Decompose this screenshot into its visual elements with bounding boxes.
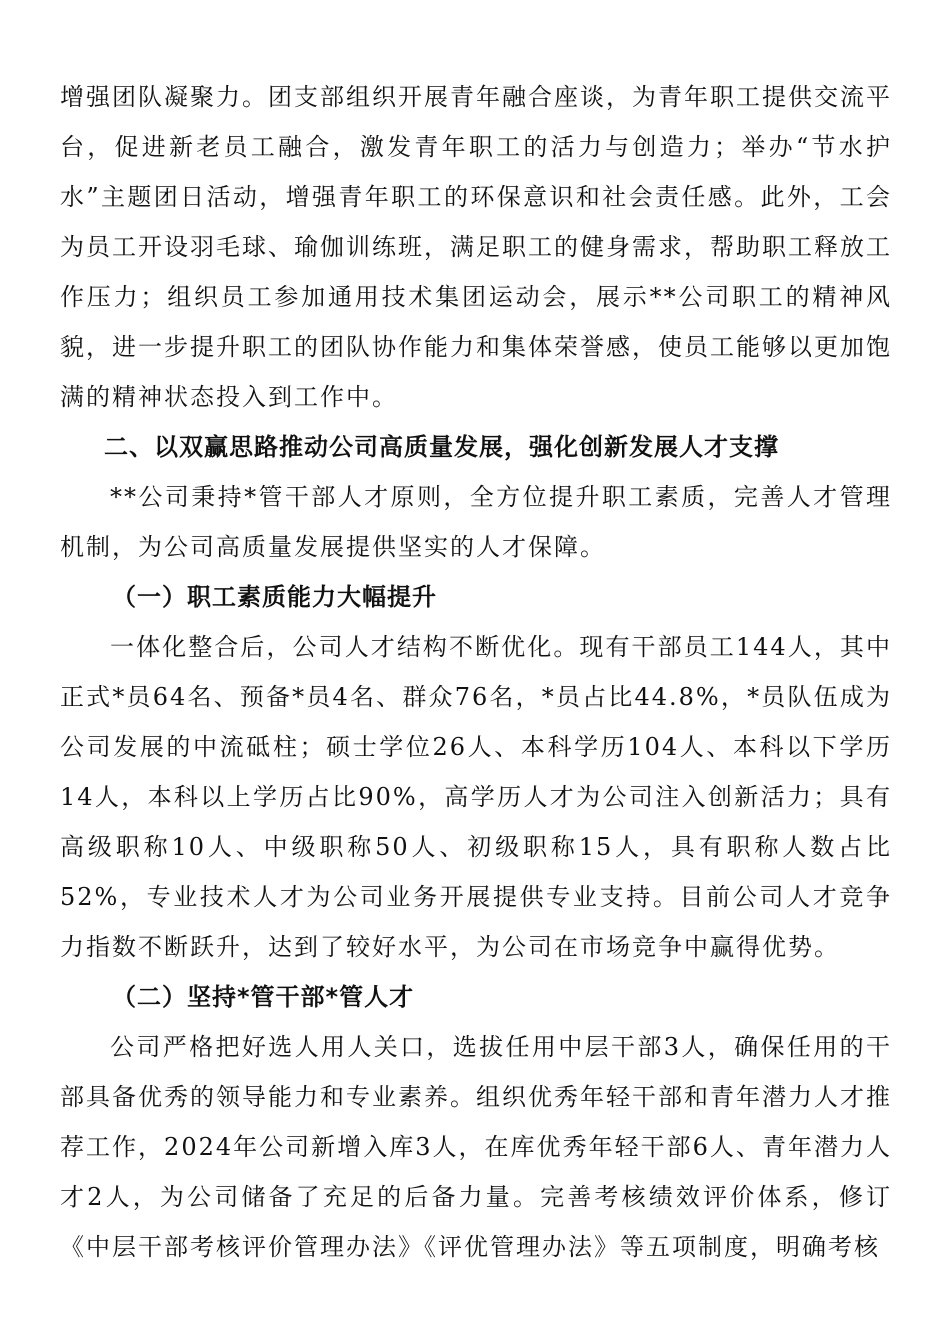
document-body — [60, 72, 892, 1272]
paragraph-team-cohesion: 增强团队凝聚力。团支部组织开展青年融合座谈，为青年职工提供交流平台，促进新老员工融合，激发青年职工的活力与创造力；举办“节水护水”主题团日活动，增强青年职工的环保意识和社会责任感。此外，工会为员工开设羽毛球、瑜伽训练班，满足职工的健身需求，帮助职工释放工作压力；组织员工参加通用技术集团运动会，展示**公司职工的精神风貌，进一步提升职工的团队协作能力和集体荣誉感，使员工能够以更加饱满的精神状态投入到工作中。 — [60, 83, 892, 411]
paragraph-cadre-selection: 公司严格把好选人用人关口，选拔任用中层干部3人，确保任用的干部具备优秀的领导能力和专业素养。组织优秀年轻干部和青年潜力人才推荐工作，2024年公司新增入库3人，在库优秀年轻干部6人、青年潜力人才2人，为公司储备了充足的后备力量。完善考核绩效评价体系，修订《中层干部考核评价管理办法》《评优管理办法》等五项制度，明确考核 — [60, 1033, 892, 1261]
paragraph-talent-principle: **公司秉持*管干部人才原则，全方位提升职工素质，完善人才管理机制，为公司高质量发展提供坚实的人才保障。 — [60, 483, 892, 561]
paragraph-staff-statistics: 一体化整合后，公司人才结构不断优化。现有干部员工144人，其中正式*员64名、预备*员4名、群众76名，*员占比44.8%，*员队伍成为公司发展的中流砥柱；硕士学位26人、本科学历104人、本科以下学历14人，本科以上学历占比90%，高学历人才为公司注入创新活力；具有高级职称10人、中级职称50人、初级职称15人，具有职称人数占比52%，专业技术人才为公司业务开展提供专业支持。目前公司人才竞争力指数不断跃升，达到了较好水平，为公司在市场竞争中赢得优势。 — [60, 633, 892, 961]
section-heading-talent-support: 二、以双赢思路推动公司高质量发展，强化创新发展人才支撑 — [104, 433, 779, 461]
subheading-cadre-management: （二）坚持*管干部*管人才 — [112, 983, 415, 1011]
subheading-staff-quality: （一）职工素质能力大幅提升 — [112, 583, 437, 611]
